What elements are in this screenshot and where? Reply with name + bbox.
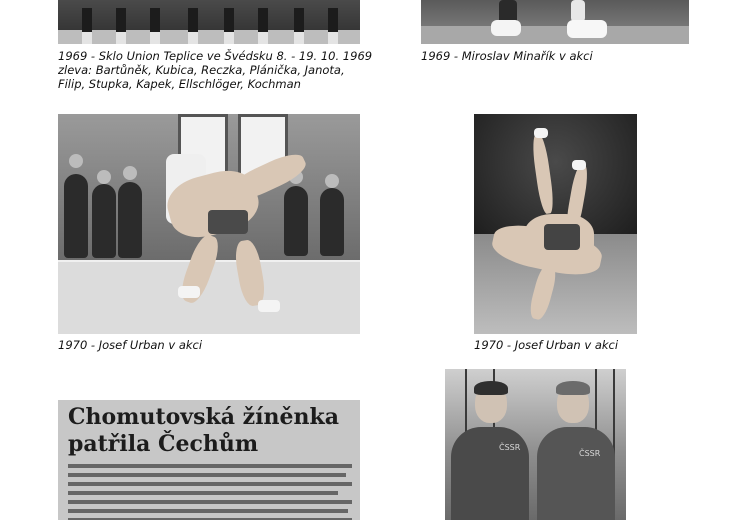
caption-urban-1: 1970 - Josef Urban v akci [58,338,203,352]
clipping-headline [68,404,339,458]
caption-team-line2: zleva: Bartůněk, Kubica, Reczka, Plánička, Janota, [58,63,345,77]
team-photo-sweden-1969 [58,0,360,44]
two-wrestlers-portrait [445,369,626,520]
minarik-action-photo [421,0,689,44]
caption-minarik: 1969 - Miroslav Minařík v akci [421,49,593,63]
urban-action-photo-2 [474,114,637,334]
clipping-headline-line1: Chomutovská žíněnka [68,404,339,430]
caption-urban-2: 1970 - Josef Urban v akci [474,338,619,352]
jersey-text-right: ČSSR [579,449,601,458]
caption-team-line3: Filip, Stupka, Kapek, Ellschlöger, Kochman [58,77,301,91]
urban-action-photo-1 [58,114,360,334]
jersey-text-left: ČSSR [499,443,521,452]
caption-team-line1: 1969 - Sklo Union Teplice ve Švédsku 8. - 19. 10. 1969 [58,49,373,63]
caption-team-photo [58,49,372,91]
clipping-headline-line2: patřila Čechům [68,431,259,457]
newspaper-clipping [58,400,360,520]
